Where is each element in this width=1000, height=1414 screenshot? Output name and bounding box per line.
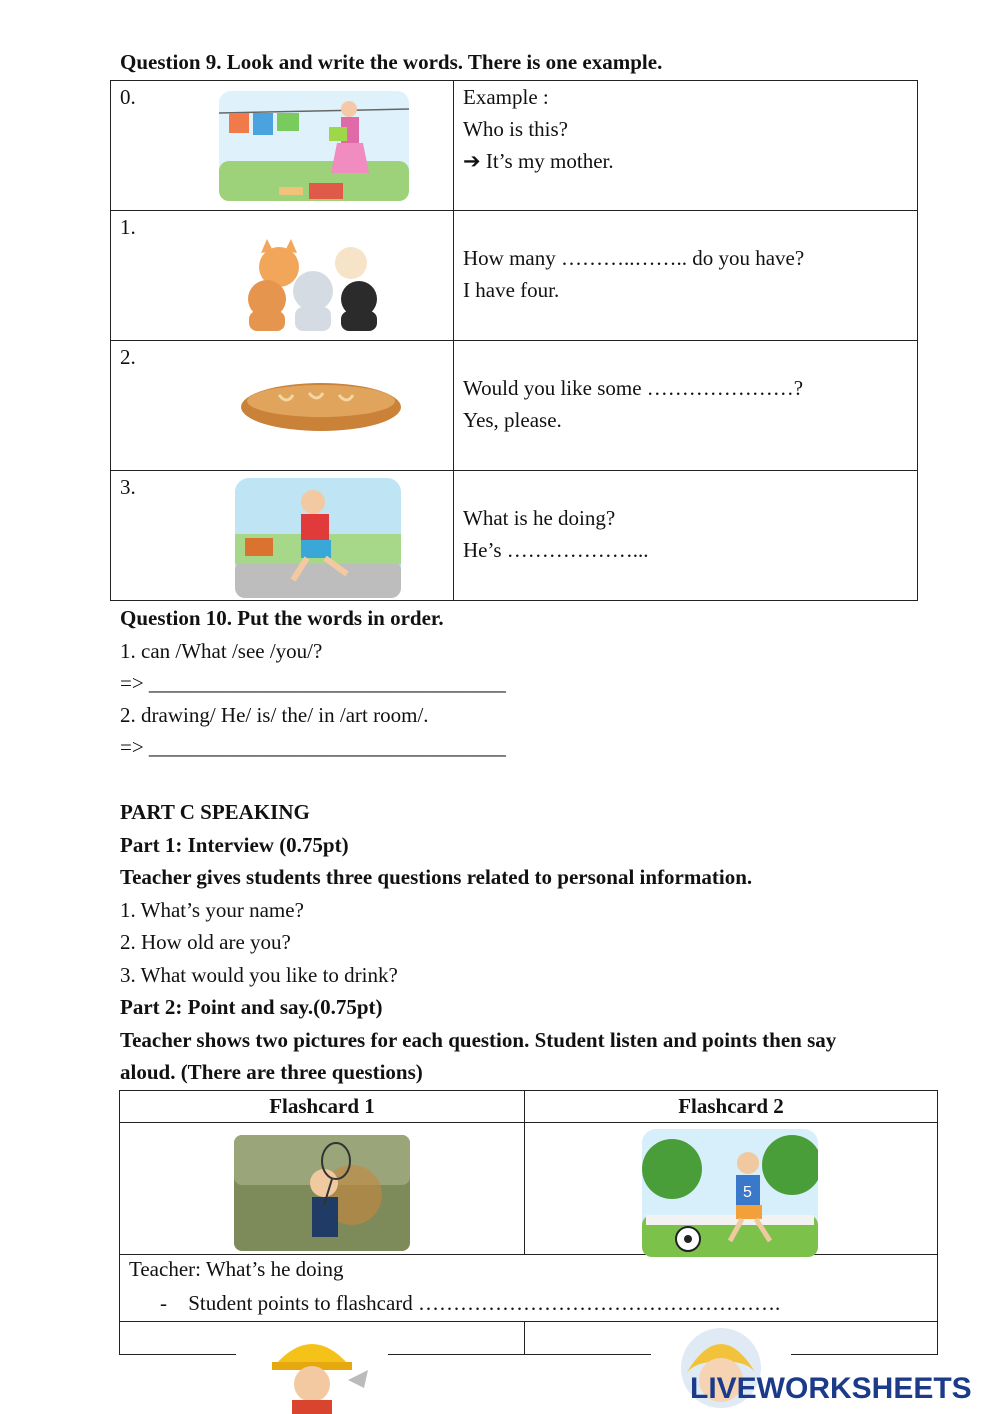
- interview-question-3: 3. What would you like to drink?: [120, 963, 398, 987]
- part-1-instruction: Teacher gives students three questions related to personal information.: [120, 865, 753, 889]
- svg-text:5: 5: [743, 1184, 752, 1201]
- answer-text: It’s my mother.: [485, 149, 614, 173]
- teacher-question: Teacher: What’s he doing: [129, 1257, 344, 1281]
- question-text: How many ………..…….. do you have?: [463, 246, 805, 270]
- table-row: [111, 341, 918, 471]
- answer-text: I have four.: [463, 278, 560, 302]
- liveworksheets-watermark: LIVEWORKSHEETS: [690, 1372, 972, 1405]
- cats-image: [241, 239, 386, 331]
- answer-line-1[interactable]: => __________________________________: [120, 671, 506, 695]
- text-cell: [454, 211, 918, 341]
- part-1-title: Part 1: Interview (0.75pt): [120, 833, 349, 857]
- part-2-title: Part 2: Point and say.(0.75pt): [120, 995, 383, 1019]
- answer-line: [463, 145, 614, 177]
- text-cell: [454, 471, 918, 601]
- flashcard-2-cell[interactable]: [525, 1123, 938, 1255]
- question-10-title: Question 10. Put the words in order.: [120, 606, 444, 630]
- picture-cell: [111, 211, 454, 341]
- table-row: [111, 81, 918, 211]
- interview-question-1: 1. What’s your name?: [120, 898, 304, 922]
- question-text: What is he doing?: [463, 506, 616, 530]
- boy-running-image: [235, 478, 401, 598]
- student-instruction: [160, 1291, 780, 1316]
- item-number: 1.: [120, 215, 136, 239]
- question-9-title: Question 9. Look and write the words. There is one example.: [120, 50, 663, 74]
- flashcard-1-header: Flashcard 1: [120, 1091, 525, 1123]
- question-text: Who is this?: [463, 117, 568, 141]
- item-number: 0.: [120, 85, 136, 109]
- student-instruction-text[interactable]: Student points to flashcard …………………………………………….: [188, 1291, 781, 1315]
- text-cell: [454, 81, 918, 211]
- item-number: 3.: [120, 475, 136, 499]
- item-number: 2.: [120, 345, 136, 369]
- flashcard-1-cell[interactable]: [120, 1123, 525, 1255]
- answer-text: He’s ………………...: [463, 538, 649, 562]
- table-row: [111, 211, 918, 341]
- reorder-prompt-1: 1. can /What /see /you/?: [120, 639, 323, 663]
- flashcard-2-header: Flashcard 2: [525, 1091, 938, 1123]
- girl-badminton-image: [234, 1135, 410, 1251]
- teacher-prompt-cell: [120, 1255, 938, 1322]
- bullet-dash: -: [160, 1291, 167, 1315]
- flashcard-table: [119, 1090, 938, 1355]
- text-cell: [454, 341, 918, 471]
- part-2-instruction: Teacher shows two pictures for each question. Student listen and points then say: [120, 1028, 837, 1052]
- builder-boy-image: [236, 1330, 388, 1414]
- answer-line-2[interactable]: => __________________________________: [120, 735, 506, 759]
- question-text: Would you like some …………………?: [463, 376, 804, 400]
- speaking-title: PART C SPEAKING: [120, 800, 310, 824]
- picture-cell: [111, 81, 454, 211]
- picture-cell: [111, 341, 454, 471]
- reorder-prompt-2: 2. drawing/ He/ is/ the/ in /art room/.: [120, 703, 429, 727]
- answer-text: Yes, please.: [463, 408, 562, 432]
- arrow-icon: ➔: [463, 149, 481, 173]
- woman-hanging-clothes-image: [219, 91, 409, 201]
- part-2-instruction-cont: aloud. (There are three questions): [120, 1060, 423, 1084]
- picture-cell: [111, 471, 454, 601]
- question-9-table: [110, 80, 918, 601]
- example-label: Example :: [463, 85, 549, 109]
- interview-question-2: 2. How old are you?: [120, 930, 291, 954]
- bread-image: [239, 381, 404, 433]
- boy-football-image: [642, 1129, 818, 1257]
- table-row: [111, 471, 918, 601]
